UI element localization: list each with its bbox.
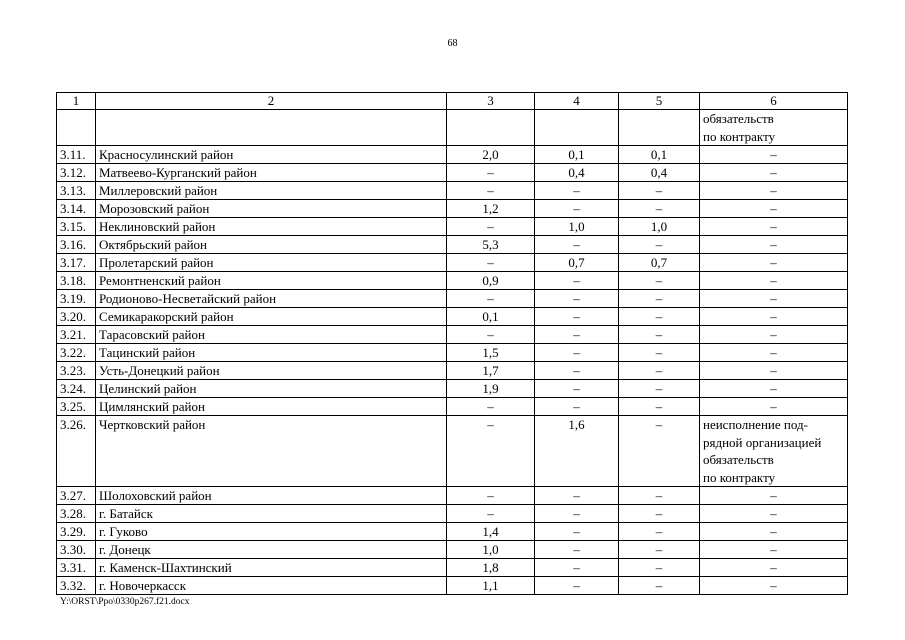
table-row	[57, 290, 848, 308]
value-cell: –	[619, 577, 700, 595]
district-name-cell: г. Донецк	[96, 541, 447, 559]
value-cell: –	[619, 308, 700, 326]
value-cell: –	[447, 326, 535, 344]
header-cell: 6	[700, 93, 848, 110]
continuation-note-cell	[700, 110, 848, 146]
note-line: обязательств	[703, 111, 774, 126]
table-row	[57, 559, 848, 577]
note-line: рядной организацией	[703, 434, 822, 450]
header-cell: 1	[57, 93, 96, 110]
value-cell: –	[535, 577, 619, 595]
table-row	[57, 218, 848, 236]
value-cell: –	[447, 398, 535, 416]
value-cell: 1,4	[447, 523, 535, 541]
district-name-cell: Цимлянский район	[96, 398, 447, 416]
table-row	[57, 146, 848, 164]
header-cell: 3	[447, 93, 535, 110]
table-cell	[447, 110, 535, 146]
note-cell: –	[700, 487, 848, 505]
note-cell: –	[700, 200, 848, 218]
row-number-cell: 3.14.	[57, 200, 96, 218]
district-name-cell: Морозовский район	[96, 200, 447, 218]
value-cell: 0,4	[619, 164, 700, 182]
value-cell: 1,6	[535, 416, 619, 487]
note-cell: –	[700, 344, 848, 362]
district-name-cell: Неклиновский район	[96, 218, 447, 236]
value-cell: –	[535, 344, 619, 362]
value-cell: –	[535, 272, 619, 290]
value-cell: –	[535, 326, 619, 344]
table-row	[57, 164, 848, 182]
value-cell: –	[619, 344, 700, 362]
row-number-cell: 3.19.	[57, 290, 96, 308]
value-cell: –	[619, 541, 700, 559]
note-cell: –	[700, 398, 848, 416]
value-cell: 0,9	[447, 272, 535, 290]
note-line: неисполнение под-	[703, 417, 808, 432]
value-cell: –	[619, 487, 700, 505]
note-cell: –	[700, 541, 848, 559]
district-name-cell: Пролетарский район	[96, 254, 447, 272]
value-cell: –	[447, 254, 535, 272]
note-line: по контракту	[703, 128, 776, 144]
note-cell: –	[700, 164, 848, 182]
row-number-cell: 3.22.	[57, 344, 96, 362]
value-cell: –	[619, 416, 700, 487]
value-cell: –	[535, 362, 619, 380]
value-cell: –	[619, 380, 700, 398]
table-row	[57, 577, 848, 595]
district-name-cell: г. Новочеркасск	[96, 577, 447, 595]
table-cell	[535, 110, 619, 146]
continuation-row	[57, 110, 848, 146]
row-number-cell: 3.28.	[57, 505, 96, 523]
row-number-cell: 3.31.	[57, 559, 96, 577]
table-row	[57, 254, 848, 272]
value-cell: –	[619, 559, 700, 577]
table-row	[57, 398, 848, 416]
district-name-cell: Усть-Донецкий район	[96, 362, 447, 380]
row-number-cell: 3.25.	[57, 398, 96, 416]
value-cell: 0,7	[619, 254, 700, 272]
value-cell: –	[619, 505, 700, 523]
value-cell: 1,2	[447, 200, 535, 218]
value-cell: –	[447, 416, 535, 487]
note-cell: –	[700, 523, 848, 541]
row-number-cell: 3.27.	[57, 487, 96, 505]
value-cell: –	[535, 541, 619, 559]
note-cell: –	[700, 577, 848, 595]
value-cell: –	[535, 505, 619, 523]
value-cell: 2,0	[447, 146, 535, 164]
row-number-cell: 3.26.	[57, 416, 96, 487]
value-cell: –	[535, 308, 619, 326]
table-row	[57, 541, 848, 559]
header-cell: 2	[96, 93, 447, 110]
value-cell: –	[535, 398, 619, 416]
table-row	[57, 505, 848, 523]
note-cell	[700, 416, 848, 487]
note-cell: –	[700, 146, 848, 164]
note-cell: –	[700, 308, 848, 326]
note-cell: –	[700, 182, 848, 200]
value-cell: 0,4	[535, 164, 619, 182]
district-name-cell: Семикаракорский район	[96, 308, 447, 326]
value-cell: –	[535, 200, 619, 218]
value-cell: 5,3	[447, 236, 535, 254]
table-row	[57, 326, 848, 344]
district-name-cell: Целинский район	[96, 380, 447, 398]
value-cell: –	[619, 398, 700, 416]
note-cell: –	[700, 362, 848, 380]
header-cell: 5	[619, 93, 700, 110]
value-cell: 1,8	[447, 559, 535, 577]
value-cell: –	[447, 164, 535, 182]
value-cell: –	[619, 523, 700, 541]
note-cell: –	[700, 290, 848, 308]
row-number-cell: 3.18.	[57, 272, 96, 290]
district-name-cell: Тацинский район	[96, 344, 447, 362]
table-row	[57, 182, 848, 200]
district-name-cell: Чертковский район	[96, 416, 447, 487]
row-number-cell: 3.24.	[57, 380, 96, 398]
district-name-cell: Родионово-Несветайский район	[96, 290, 447, 308]
district-name-cell: г. Гуково	[96, 523, 447, 541]
row-number-cell: 3.21.	[57, 326, 96, 344]
value-cell: –	[619, 362, 700, 380]
value-cell: 1,1	[447, 577, 535, 595]
row-number-cell: 3.32.	[57, 577, 96, 595]
row-number-cell: 3.17.	[57, 254, 96, 272]
table-row	[57, 200, 848, 218]
table-cell	[96, 110, 447, 146]
table-header-row	[57, 93, 848, 110]
note-cell: –	[700, 254, 848, 272]
table-row	[57, 416, 848, 487]
row-number-cell: 3.11.	[57, 146, 96, 164]
value-cell: –	[447, 218, 535, 236]
value-cell: –	[447, 290, 535, 308]
note-cell: –	[700, 505, 848, 523]
value-cell: –	[619, 290, 700, 308]
table-row	[57, 487, 848, 505]
note-cell: –	[700, 272, 848, 290]
row-number-cell: 3.12.	[57, 164, 96, 182]
value-cell: –	[447, 182, 535, 200]
data-table	[56, 92, 848, 595]
value-cell: –	[535, 182, 619, 200]
value-cell: 0,1	[619, 146, 700, 164]
district-name-cell: Тарасовский район	[96, 326, 447, 344]
header-cell: 4	[535, 93, 619, 110]
value-cell: 1,0	[619, 218, 700, 236]
value-cell: 1,9	[447, 380, 535, 398]
row-number-cell: 3.16.	[57, 236, 96, 254]
value-cell: –	[447, 487, 535, 505]
row-number-cell: 3.30.	[57, 541, 96, 559]
value-cell: –	[447, 505, 535, 523]
district-name-cell: Матвеево-Курганский район	[96, 164, 447, 182]
value-cell: –	[535, 487, 619, 505]
value-cell: –	[619, 236, 700, 254]
district-name-cell: Красносулинский район	[96, 146, 447, 164]
page-number: 68	[447, 38, 458, 49]
table-row	[57, 344, 848, 362]
table-row	[57, 523, 848, 541]
value-cell: –	[535, 559, 619, 577]
district-name-cell: г. Каменск-Шахтинский	[96, 559, 447, 577]
table-row	[57, 236, 848, 254]
table-row	[57, 272, 848, 290]
note-cell: –	[700, 218, 848, 236]
value-cell: –	[535, 380, 619, 398]
file-path-footer: Y:\ORST\Ppo\0330p267.f21.docx	[60, 597, 190, 607]
district-name-cell: Миллеровский район	[96, 182, 447, 200]
district-name-cell: Ремонтненский район	[96, 272, 447, 290]
table-row	[57, 362, 848, 380]
note-cell: –	[700, 559, 848, 577]
value-cell: –	[535, 523, 619, 541]
table-cell	[57, 110, 96, 146]
value-cell: 1,0	[535, 218, 619, 236]
row-number-cell: 3.29.	[57, 523, 96, 541]
district-name-cell: г. Батайск	[96, 505, 447, 523]
value-cell: –	[535, 290, 619, 308]
value-cell: –	[535, 236, 619, 254]
note-line: по контракту	[703, 469, 776, 485]
value-cell: –	[619, 326, 700, 344]
value-cell: 0,1	[535, 146, 619, 164]
value-cell: 0,7	[535, 254, 619, 272]
value-cell: 1,7	[447, 362, 535, 380]
row-number-cell: 3.23.	[57, 362, 96, 380]
table-cell	[619, 110, 700, 146]
note-cell: –	[700, 380, 848, 398]
value-cell: –	[619, 182, 700, 200]
note-cell: –	[700, 236, 848, 254]
value-cell: 1,5	[447, 344, 535, 362]
value-cell: 1,0	[447, 541, 535, 559]
value-cell: –	[619, 272, 700, 290]
row-number-cell: 3.13.	[57, 182, 96, 200]
value-cell: 0,1	[447, 308, 535, 326]
row-number-cell: 3.15.	[57, 218, 96, 236]
table-row	[57, 380, 848, 398]
note-line: обязательств	[703, 452, 774, 467]
district-name-cell: Шолоховский район	[96, 487, 447, 505]
district-name-cell: Октябрьский район	[96, 236, 447, 254]
row-number-cell: 3.20.	[57, 308, 96, 326]
note-cell: –	[700, 326, 848, 344]
value-cell: –	[619, 200, 700, 218]
table-row	[57, 308, 848, 326]
